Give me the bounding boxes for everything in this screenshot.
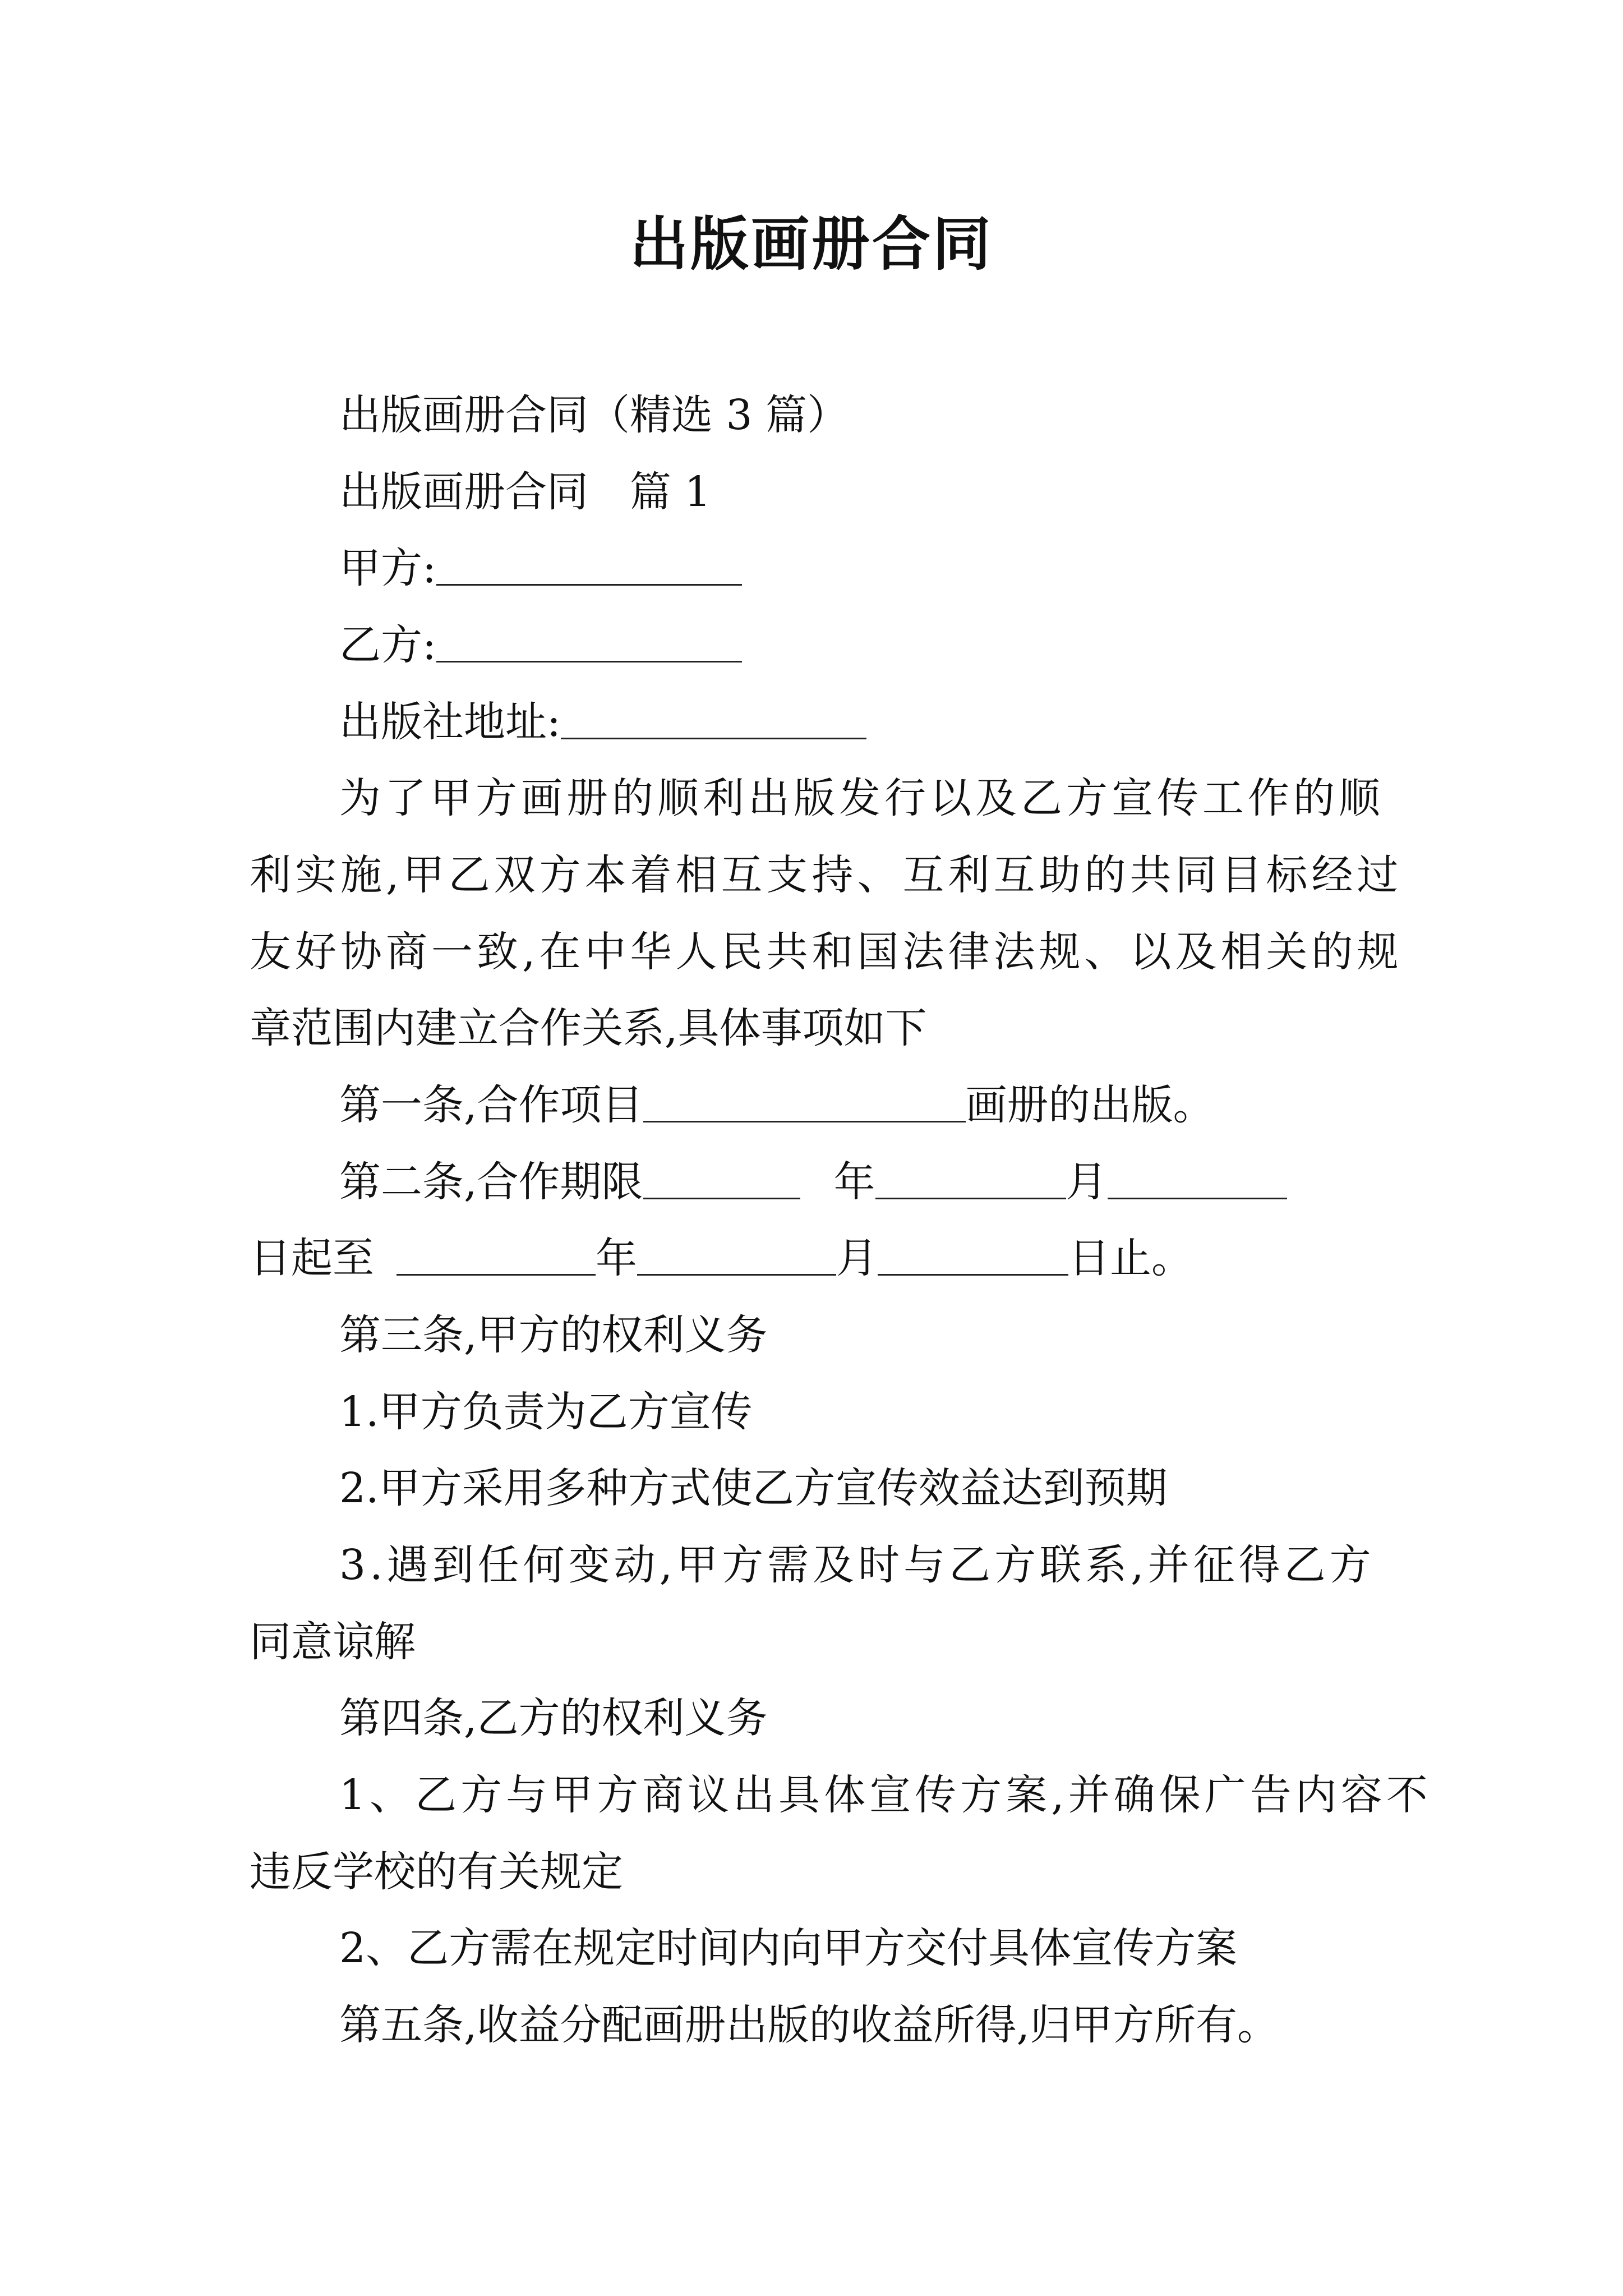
end-year-blank — [396, 1235, 596, 1276]
party-b-line — [250, 614, 1380, 676]
article-1-prefix: 第一条,合作项目 — [339, 1081, 643, 1129]
party-b-blank — [436, 622, 742, 662]
address-label: 出版社地址: — [339, 698, 561, 746]
project-blank — [643, 1082, 966, 1122]
article-4-heading: 第四条,乙方的权利义务 — [339, 1694, 768, 1742]
end-day-blank — [878, 1235, 1068, 1276]
party-a-label: 甲方: — [339, 544, 436, 592]
article-3-item-2: 2.甲方采用多种方式使乙方宣传效益达到预期 — [339, 1464, 1168, 1512]
start-year-label: 年 — [833, 1158, 875, 1206]
article-3-item-1: 1.甲方负责为乙方宣传 — [339, 1388, 753, 1436]
address-line — [250, 691, 1380, 753]
section-heading-line — [250, 461, 1380, 523]
article-3-item-3-line-2: 同意谅解 — [250, 1618, 416, 1666]
subtitle: 出版画册合同（精选 3 篇） — [339, 391, 849, 439]
article-5: 第五条,收益分配画册出版的收益所得,归甲方所有。 — [339, 2001, 1279, 2049]
article-2-line-2 — [250, 1227, 1380, 1289]
article-2-line-1 — [250, 1151, 1380, 1213]
end-year-label: 年 — [596, 1234, 637, 1282]
article-2-prefix: 第二条,合作期限 — [339, 1158, 643, 1206]
document-title: 出版画册合同 — [629, 209, 993, 278]
start-month-label: 月 — [1066, 1158, 1108, 1206]
party-a-line — [250, 537, 1380, 599]
end-month-label: 月 — [836, 1234, 878, 1282]
party-b-label: 乙方: — [339, 621, 436, 669]
start-year-blank — [643, 1158, 800, 1199]
article-4-item-2: 2、乙方需在规定时间内向甲方交付具体宣传方案 — [339, 1924, 1238, 1972]
intro-line-1: 为了甲方画册的顺利出版发行以及乙方宣传工作的顺 — [339, 774, 1384, 822]
address-blank — [561, 698, 866, 739]
party-a-blank — [436, 545, 742, 586]
start-day-label: 日起至 — [250, 1234, 374, 1282]
article-4-item-1-line-1: 1、乙方与甲方商议出具体宣传方案,并确保广告内容不 — [339, 1771, 1432, 1819]
intro-line-2: 利实施,甲乙双方本着相互支持、互利互助的共同目标经过 — [250, 851, 1403, 899]
end-month-blank — [637, 1235, 836, 1276]
start-day-blank — [1108, 1158, 1287, 1199]
start-month-blank — [875, 1158, 1066, 1199]
article-1-suffix: 画册的出版。 — [965, 1081, 1215, 1129]
intro-line-3: 友好协商一致,在中华人民共和国法律法规、以及相关的规 — [250, 928, 1403, 976]
intro-line-4: 章范围内建立合作关系,具体事项如下 — [250, 1004, 927, 1052]
article-1-line — [250, 1074, 1380, 1136]
subtitle-line — [250, 384, 1380, 446]
article-4-item-1-line-2: 违反学校的有关规定 — [250, 1848, 623, 1896]
end-day-label: 日止。 — [1068, 1234, 1193, 1282]
article-3-heading: 第三条,甲方的权利义务 — [339, 1311, 768, 1359]
article-3-item-3-line-1: 3.遇到任何变动,甲方需及时与乙方联系,并征得乙方 — [339, 1541, 1375, 1589]
section-heading: 出版画册合同 篇 1 — [339, 468, 711, 516]
